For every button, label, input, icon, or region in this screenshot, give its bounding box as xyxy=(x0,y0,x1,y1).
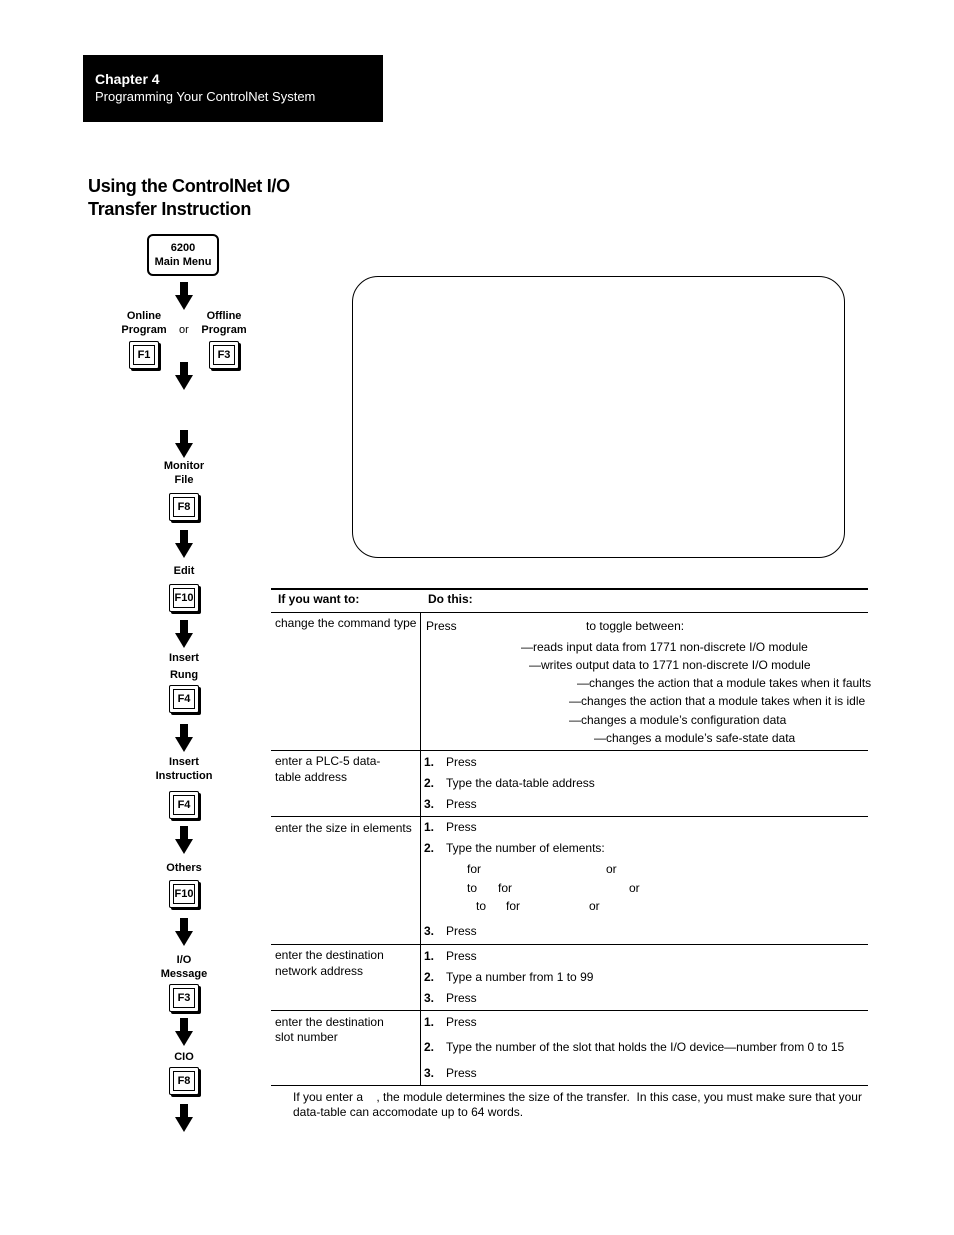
label-line: Message xyxy=(160,968,208,980)
down-arrow-icon xyxy=(175,918,193,946)
row-do: —writes output data to 1771 non-discrete I/O module xyxy=(529,658,811,672)
key-label: F10 xyxy=(173,884,195,904)
row-rule xyxy=(271,816,868,817)
f3-key[interactable] xyxy=(209,341,239,369)
key-label: F3 xyxy=(173,988,195,1008)
row-do: Press xyxy=(446,1015,477,1029)
down-arrow-icon xyxy=(175,620,193,648)
step-number: 1. xyxy=(424,949,435,963)
key-label: F8 xyxy=(173,1071,195,1091)
step-number: 2. xyxy=(424,841,435,855)
chapter-number: Chapter 4 xyxy=(95,71,160,87)
or-label: or xyxy=(179,324,189,336)
down-arrow-icon xyxy=(175,1104,193,1132)
row-do: —changes a module’s safe-state data xyxy=(594,731,796,745)
label-line: Monitor xyxy=(163,460,205,472)
row-want: table address xyxy=(275,770,348,784)
label-line: Program xyxy=(201,324,247,336)
col-header-do: Do this: xyxy=(428,592,473,606)
row-rule xyxy=(271,944,868,945)
row-want: enter a PLC-5 data- xyxy=(275,754,381,768)
table-column-divider xyxy=(420,612,421,1085)
row-want: network address xyxy=(275,964,364,978)
insert-instruction-label xyxy=(144,755,224,783)
step-number: 3. xyxy=(424,797,435,811)
f10-key[interactable] xyxy=(169,880,199,908)
label-line: Offline xyxy=(206,310,242,322)
step-number: 2. xyxy=(424,776,435,790)
online-program-label xyxy=(104,309,184,337)
row-do: for xyxy=(498,881,513,895)
label-line: Instruction xyxy=(155,770,213,782)
step-number: 1. xyxy=(424,1015,435,1029)
insert-rung-label xyxy=(144,650,224,684)
row-do: Press xyxy=(446,755,477,769)
label-line: File xyxy=(174,474,194,486)
label-line: Program xyxy=(121,324,167,336)
step-number: 1. xyxy=(424,820,435,834)
section-title-line: Transfer Instruction xyxy=(88,199,252,219)
footnote-line: data-table can accomodate up to 64 words. xyxy=(293,1105,524,1119)
step-number: 2. xyxy=(424,1040,435,1054)
down-arrow-icon xyxy=(175,362,193,390)
row-rule xyxy=(271,750,868,751)
row-do: Press xyxy=(446,949,477,963)
step-number: 3. xyxy=(424,924,435,938)
others-label: Others xyxy=(166,862,202,874)
f10-key[interactable] xyxy=(169,584,199,612)
edit-label: Edit xyxy=(173,565,195,577)
row-do: for xyxy=(467,862,482,876)
row-do: —changes the action that a module takes when it is idle xyxy=(569,694,866,708)
monitor-file-label xyxy=(144,459,224,487)
row-want: enter the destination xyxy=(275,1015,384,1029)
row-do: Type the data-table address xyxy=(446,776,595,790)
row-do: Press xyxy=(446,924,477,938)
label-line: Online xyxy=(126,310,162,322)
section-title-line: Using the ControlNet I/O xyxy=(88,176,290,196)
cio-label: CIO xyxy=(174,1051,194,1063)
row-want: change the command type xyxy=(275,616,417,630)
row-do: —reads input data from 1771 non-discrete I/O module xyxy=(521,640,808,654)
row-do: to xyxy=(467,881,478,895)
table-header-rule xyxy=(271,612,868,613)
row-do: or xyxy=(606,862,617,876)
footnote-line: If you enter a , the module determines the size of the transfer. In this case, you must make sure that your xyxy=(293,1090,862,1104)
row-do: to toggle between: xyxy=(586,619,685,633)
row-do: to xyxy=(476,899,487,913)
row-do: or xyxy=(629,881,640,895)
col-header-want: If you want to: xyxy=(278,592,360,606)
row-rule xyxy=(271,1010,868,1011)
label-line: Rung xyxy=(169,669,199,681)
row-do: Press xyxy=(446,797,477,811)
key-label: F4 xyxy=(173,795,195,815)
row-want: enter the size in elements xyxy=(275,821,412,835)
step-number: 2. xyxy=(424,970,435,984)
row-do: or xyxy=(589,899,600,913)
key-label: F8 xyxy=(173,497,195,517)
down-arrow-icon xyxy=(175,430,193,458)
f4-key[interactable] xyxy=(169,791,199,819)
row-do: —changes a module’s configuration data xyxy=(569,713,787,727)
row-do: Type a number from 1 to 99 xyxy=(446,970,594,984)
chapter-subtitle: Programming Your ControlNet System xyxy=(95,89,316,104)
offline-program-label xyxy=(184,309,264,337)
f8-key[interactable] xyxy=(169,493,199,521)
f3-key[interactable] xyxy=(169,984,199,1012)
row-do: Press xyxy=(446,820,477,834)
io-message-label xyxy=(144,953,224,981)
down-arrow-icon xyxy=(175,530,193,558)
row-do: Type the number of elements: xyxy=(446,841,605,855)
step-number: 3. xyxy=(424,991,435,1005)
screen-display-box xyxy=(352,276,845,558)
label-line: Insert xyxy=(169,756,199,768)
label-line: Insert xyxy=(169,652,199,664)
row-do: for xyxy=(506,899,521,913)
row-do: Type the number of the slot that holds the I/O device—number from 0 to 15 xyxy=(446,1040,845,1054)
main-menu-label: 6200 xyxy=(170,242,196,254)
f4-key[interactable] xyxy=(169,685,199,713)
key-label: F10 xyxy=(173,588,195,608)
key-label: F3 xyxy=(213,345,235,365)
row-want: slot number xyxy=(275,1030,338,1044)
step-number: 1. xyxy=(424,755,435,769)
f8-key[interactable] xyxy=(169,1067,199,1095)
main-menu-label: Main Menu xyxy=(154,256,212,268)
table-bottom-rule xyxy=(271,1085,868,1086)
label-line: I/O xyxy=(176,954,192,966)
key-label: F4 xyxy=(173,689,195,709)
down-arrow-icon xyxy=(175,724,193,752)
step-number: 3. xyxy=(424,1066,435,1080)
key-label: F1 xyxy=(133,345,155,365)
row-do: —changes the action that a module takes when it faults xyxy=(577,676,872,690)
row-want: enter the destination xyxy=(275,948,384,962)
down-arrow-icon xyxy=(175,1018,193,1046)
down-arrow-icon xyxy=(175,282,193,310)
table-top-rule xyxy=(271,588,868,590)
f1-key[interactable] xyxy=(129,341,159,369)
row-do: Press xyxy=(426,619,457,633)
row-do: Press xyxy=(446,991,477,1005)
down-arrow-icon xyxy=(175,826,193,854)
row-do: Press xyxy=(446,1066,477,1080)
